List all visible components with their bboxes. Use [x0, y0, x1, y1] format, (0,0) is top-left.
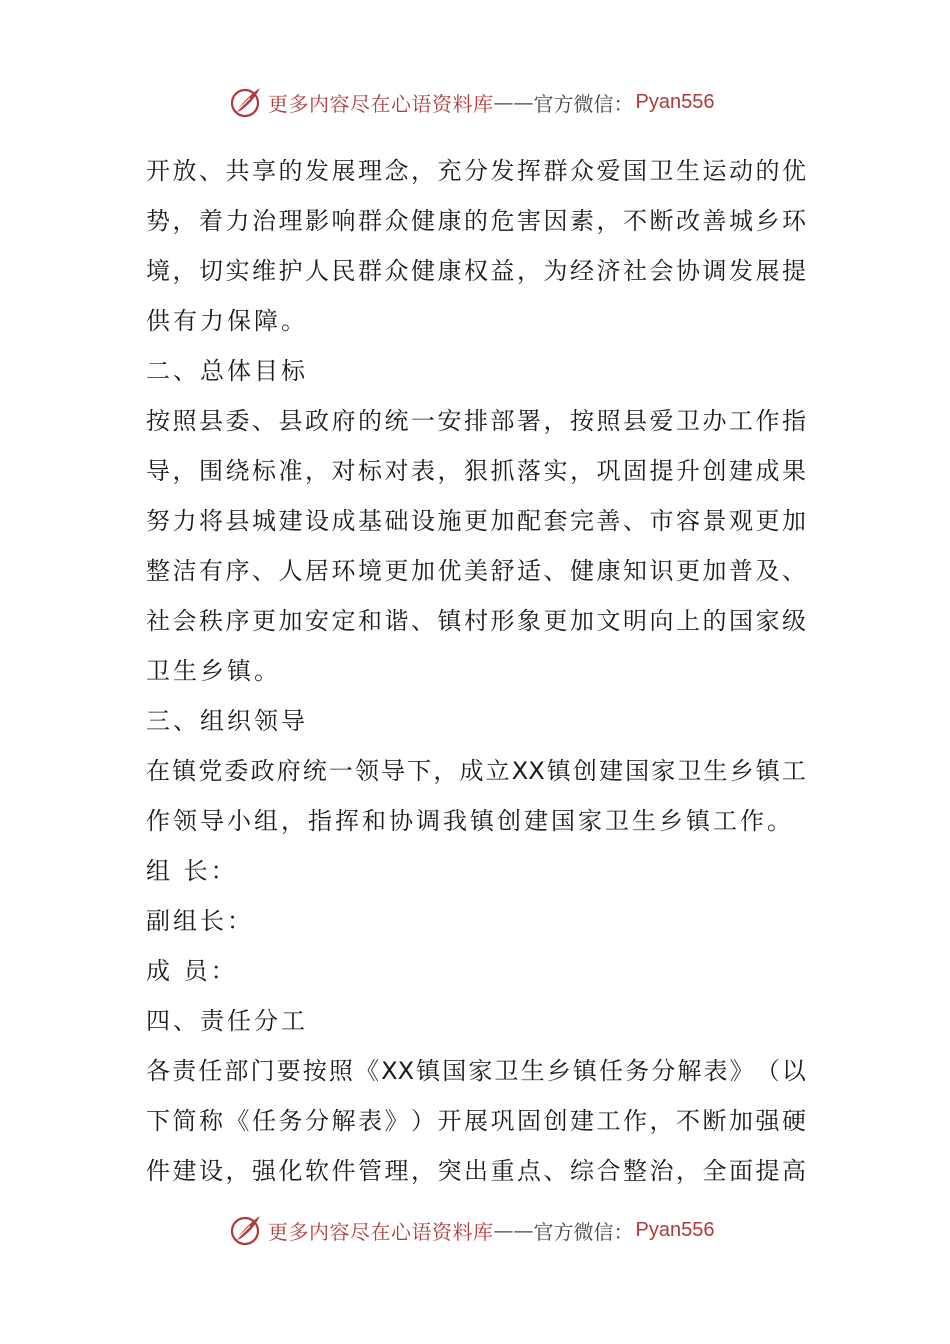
text-line: 势 ， 着 力 治 理 影 响 群 众 健 康 的 危 害 因 素 ， 不 断 改 善 城 乡 环 [146, 207, 806, 235]
banner-wechat-id: Pyan556 [635, 90, 715, 113]
text-line: 供有力保障。 [146, 307, 308, 335]
quill-logo-icon [228, 84, 264, 120]
text-line: 卫生乡镇。 [146, 657, 281, 685]
banner-wechat-label: 官方微信： [533, 91, 634, 116]
text-line: 二、总体目标 [146, 357, 308, 385]
banner-wechat-label: 官方微信： [533, 1219, 634, 1244]
text-line: 在 镇 党 委 政 府 统 一 领 导 下 ， 成 立 XX 镇 创 建 国 家 卫 生 乡 镇 工 [146, 757, 806, 785]
text-line: 开 放 、 共 享 的 发 展 理 念 ， 充 分 发 挥 群 众 爱 国 卫 生 运 动 的 优 [146, 157, 806, 185]
text-line: 各 责 任 部 门 要 按 照 《 XX 镇 国 家 卫 生 乡 镇 任 务 分 解 表 》 （ 以 [146, 1057, 806, 1085]
text-line: 按 照 县 委 、 县 政 府 的 统 一 安 排 部 署 ， 按 照 县 爱 卫 办 工 作 指 [146, 407, 806, 435]
text-line: 下 简 称 《 任 务 分 解 表 》 ） 开 展 巩 固 创 建 工 作 ， 不 断 加 强 硬 [146, 1107, 806, 1135]
banner-separator: —— [493, 90, 534, 114]
banner-text: 更多内容尽在心语资料库 [268, 1219, 494, 1244]
text-line: 三、组织领导 [146, 707, 308, 735]
text-line: 作领导小组，指挥和协调我镇创建国家卫生乡镇工作。 [146, 807, 794, 835]
text-line: 件 建 设 ， 强 化 软 件 管 理 ， 突 出 重 点 、 综 合 整 治 ， 全 面 提 高 [146, 1157, 806, 1185]
text-line: 副组长： [146, 907, 254, 935]
banner-separator: —— [493, 1218, 534, 1242]
text-line: 整 洁 有 序 、 人 居 环 境 更 加 优 美 舒 适 、 健 康 知 识 更 加 普 及 、 [146, 557, 806, 585]
text-line: 导 ， 围 绕 标 准 ， 对 标 对 表 ， 狠 抓 落 实 ， 巩 固 提 升 创 建 成 果 [146, 457, 806, 485]
text-line: 社 会 秩 序 更 加 安 定 和 谐 、 镇 村 形 象 更 加 文 明 向 上 的 国 家 级 [146, 607, 806, 635]
banner-text: 更多内容尽在心语资料库 [268, 91, 494, 116]
text-line: 四、责任分工 [146, 1007, 308, 1035]
text-line: 成 员： [146, 957, 238, 985]
document-body [146, 146, 806, 1196]
text-line: 组 长： [146, 857, 238, 885]
footer-watermark-banner [228, 1210, 748, 1250]
header-watermark-banner [228, 82, 748, 122]
quill-logo-icon [228, 1212, 264, 1248]
text-line: 境 ， 切 实 维 护 人 民 群 众 健 康 权 益 ， 为 经 济 社 会 协 调 发 展 提 [146, 257, 806, 285]
banner-wechat-id: Pyan556 [635, 1218, 715, 1241]
text-line: 努 力 将 县 城 建 设 成 基 础 设 施 更 加 配 套 完 善 、 市 容 景 观 更 加 [146, 507, 806, 535]
